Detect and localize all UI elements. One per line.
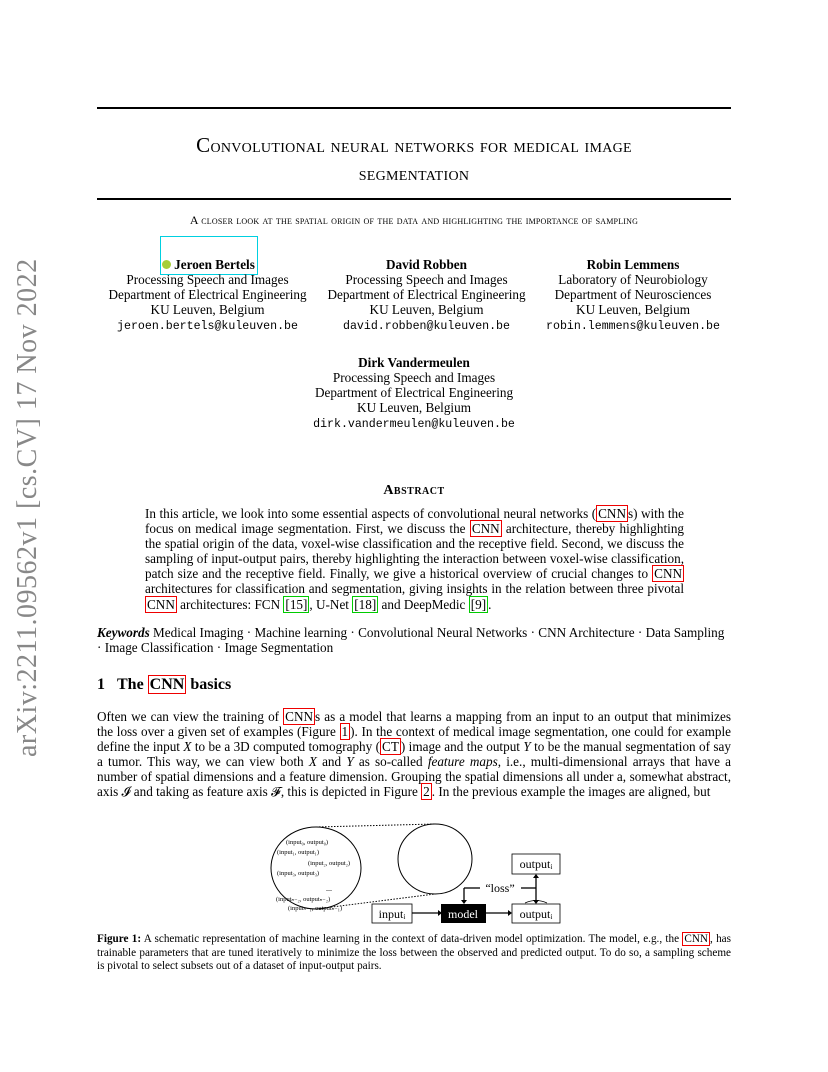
author-block-3: [533, 257, 733, 334]
citation-link[interactable]: [9]: [470, 596, 487, 612]
acronym-link[interactable]: CNN: [471, 521, 500, 537]
keywords-list: Medical Imaging · Machine learning · Convolutional Neural Networks · CNN Architecture · Data Sampling · Image Classification · Image Segmentation: [97, 625, 725, 656]
loss-label: “loss”: [485, 881, 515, 895]
author-institution: KU Leuven, Belgium: [150, 302, 265, 317]
author-institution: KU Leuven, Belgium: [369, 302, 484, 317]
keywords-label: Keywords: [97, 625, 150, 640]
figure-link[interactable]: 2: [423, 784, 430, 800]
author-institution: KU Leuven, Belgium: [576, 302, 690, 317]
author-institution: KU Leuven, Belgium: [357, 400, 471, 415]
section-heading: 1 The CNN basics: [97, 676, 232, 693]
predicted-output-label: outputᵢ: [519, 907, 553, 921]
sample-circle: [398, 824, 472, 894]
pair-3: (input₃, output₃): [277, 870, 320, 877]
author-block-2: [319, 257, 534, 334]
pair-n-1: (inputₙ₋₁, outputₙ₋₁): [288, 905, 343, 912]
author-email[interactable]: dirk.vandermeulen@kuleuven.be: [313, 418, 515, 431]
acronym-link[interactable]: CNN: [285, 709, 313, 724]
citation-link[interactable]: [18]: [354, 596, 377, 612]
author-affiliation: Processing Speech and Images: [332, 370, 496, 385]
pair-n-2: (inputₙ₋₂, outputₙ₋₂): [276, 896, 331, 903]
figure-link[interactable]: 1: [341, 724, 349, 740]
body-paragraph: Often we can view the training of CNN s as a model that learns a mapping from an input to an output that minimizes the loss over a given set of examples (Figure 1 ). In the context of medical image segmentation, one could for example define the input X to be a 3D computed tomography ( CT ) image and the output Y to be the manual segmentation of say a tumor. This way, we can view both X and Y as so-called feature maps, i.e., multi-dimensional arrays that have a number of spatial dimensions and a feature dimension. Grouping the spatial dimensions all under a, somewhat abstract, axis 𝓘 and taking as feature axis 𝓕, this is depicted in Figure 2 . In the previous example the images are aligned, but: [97, 709, 732, 800]
author-email[interactable]: jeroen.bertels@kuleuven.be: [117, 320, 298, 333]
model-label: model: [448, 907, 478, 921]
author-block-4: [300, 355, 528, 432]
author-department: Department of Neurosciences: [554, 287, 712, 302]
pair-0: (input₀, output₀): [286, 839, 329, 846]
arxiv-identifier[interactable]: arXiv:2211.09562v1 [cs.CV] 17 Nov 2022: [12, 258, 43, 757]
citation-link[interactable]: [15]: [285, 596, 308, 612]
title-line-2: segmentation: [358, 163, 470, 185]
figure-caption: Figure 1: A schematic representation of machine learning in the context of data-driven model optimization. The model, e.g., the CNN , has trainable parameters that are tuned iteratively to minimize the loss between the observed and predicted output. To do so, a sampling scheme is pivotal to select subsets out of a dataset of input-output pairs.: [97, 933, 731, 972]
input-label: inputᵢ: [378, 907, 406, 921]
author-affiliation: Processing Speech and Images: [345, 272, 508, 287]
abstract-heading: Abstract: [383, 483, 445, 498]
author-name: Dirk Vandermeulen: [358, 355, 470, 370]
acronym-link[interactable]: CNN: [147, 596, 175, 612]
output-label: outputᵢ: [519, 857, 553, 871]
pair-1: (input₁, output₁): [277, 849, 320, 856]
author-name: Robin Lemmens: [586, 257, 680, 272]
acronym-link[interactable]: CNN: [684, 933, 708, 945]
title-line-1: Convolutional neural networks for medical image: [196, 133, 632, 157]
top-rule: [97, 107, 731, 109]
paper-subtitle: A closer look at the spatial origin of the data and highlighting the importance of sampling: [189, 213, 639, 227]
abstract-text: In this article, we look into some essential aspects of convolutional neural networks ( CNN s) with the focus on medical image segmentation. First, we discuss the CNN architecture, thereby highlighting the spatial origin of the data, voxel-wise classification and the receptive field. Second, we discuss the sampling of input-output pairs, thereby highlighting the interaction between voxel-wise classification, patch size and the receptive field. Finally, we give a historical overview of crucial changes to CNN architectures for classification and segmentation, giving insights in the relation between three pivotal CNN architectures: FCN [15] , U-Net [18] and DeepMedic [9] .: [145, 506, 685, 612]
title-bottom-rule: [97, 198, 731, 200]
author-block-1: [100, 257, 315, 334]
figure-1-diagram: [268, 822, 568, 924]
pair-2: (input₂, output₂): [308, 860, 351, 867]
acronym-link[interactable]: CT: [382, 739, 399, 755]
author-department: Department of Electrical Engineering: [327, 287, 526, 302]
caption-label: Figure 1:: [97, 933, 142, 945]
acronym-link[interactable]: CNN: [149, 676, 185, 693]
author-affiliation: Laboratory of Neurobiology: [558, 272, 708, 287]
author-name: Jeroen Bertels: [174, 257, 255, 272]
zoom-line-top: [316, 824, 435, 827]
acronym-link[interactable]: CNN: [654, 566, 682, 582]
keywords: [97, 625, 731, 655]
acronym-link[interactable]: CNN: [598, 506, 626, 521]
author-department: Department of Electrical Engineering: [108, 287, 307, 302]
author-email[interactable]: david.robben@kuleuven.be: [343, 320, 510, 333]
author-affiliation: Processing Speech and Images: [126, 272, 289, 287]
paper-title: [97, 131, 731, 188]
pair-ellipsis: ...: [326, 884, 332, 893]
author-name: David Robben: [386, 257, 467, 272]
author-department: Department of Electrical Engineering: [314, 385, 514, 400]
author-email[interactable]: robin.lemmens@kuleuven.be: [546, 320, 720, 333]
